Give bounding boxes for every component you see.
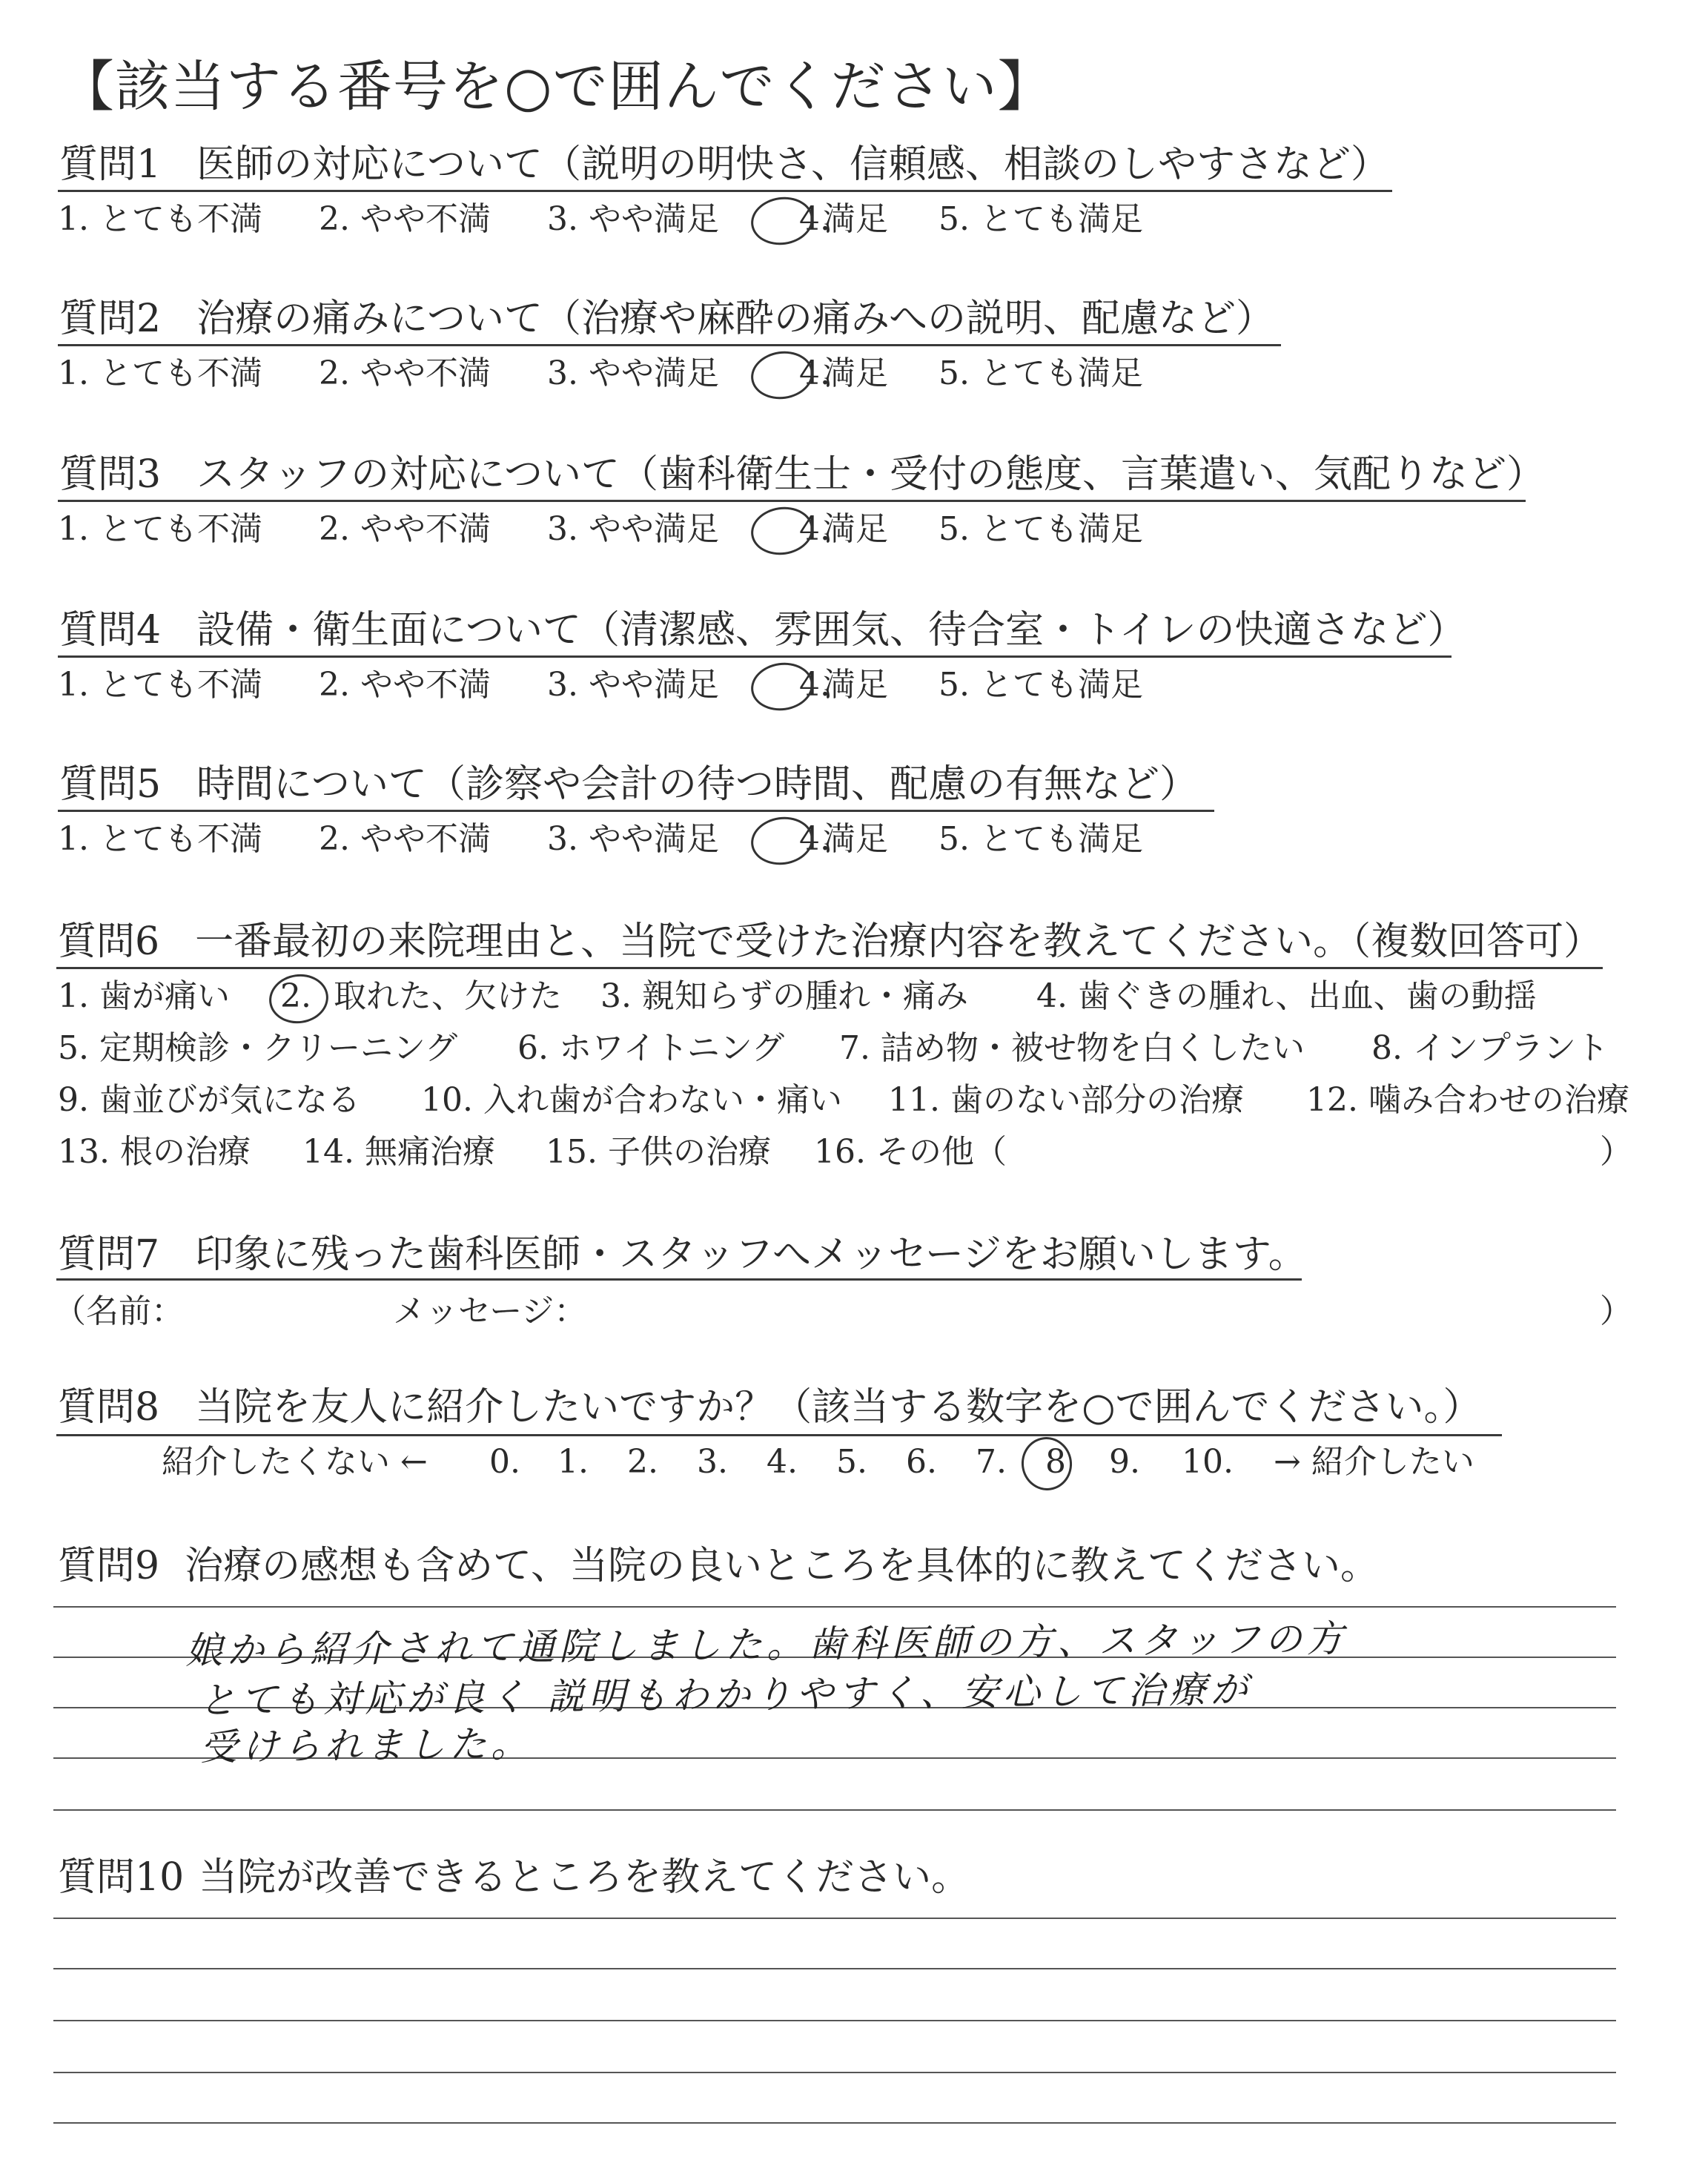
q1-opt-1[interactable]: 1. とても不満 bbox=[58, 200, 262, 238]
q8-heading bbox=[58, 1384, 1481, 1431]
page-title: 【該当する番号を○で囲んでください】 bbox=[59, 55, 1053, 119]
q2-opt-5[interactable]: 5. とても満足 bbox=[939, 354, 1143, 392]
q10-heading bbox=[58, 1854, 970, 1901]
q10-line-1 bbox=[53, 1918, 1616, 1919]
q3-opt-3[interactable]: 3. やや満足 bbox=[547, 510, 719, 548]
q7-name-label: （名前： bbox=[53, 1292, 184, 1330]
q1-text: 医師の対応について（説明の明快さ、信頼感、相談のしやすさなど） bbox=[196, 142, 1389, 187]
q1-options bbox=[58, 199, 1318, 240]
q6-option-5[interactable]: 5. 定期検診・クリーニング bbox=[58, 1029, 458, 1067]
q6-option-16[interactable]: 16. その他（ bbox=[814, 1133, 1007, 1171]
q1-opt-3[interactable]: 3. やや満足 bbox=[547, 200, 719, 238]
q9-line-5 bbox=[53, 1809, 1616, 1811]
q6-option-6[interactable]: 6. ホワイトニング bbox=[517, 1029, 785, 1067]
q4-heading bbox=[59, 607, 1466, 654]
q6-label: 質問6 bbox=[58, 919, 160, 964]
q5-options bbox=[58, 819, 1318, 860]
q2-text: 治療の痛みについて（治療や麻酔の痛みへの説明、配慮など） bbox=[196, 297, 1275, 341]
q6-option-15[interactable]: 15. 子供の治療 bbox=[546, 1133, 771, 1171]
q9-handwritten-line-1: 娘から紹介されて通院しました。歯科医師の方、スタッフの方 bbox=[185, 1616, 1348, 1673]
q3-opt-1[interactable]: 1. とても不満 bbox=[58, 510, 262, 548]
q7-text: 印象に残った歯科医師・スタッフへメッセージをお願いします。 bbox=[195, 1232, 1307, 1277]
q2-opt-2[interactable]: 2. やや不満 bbox=[319, 354, 491, 392]
q9-handwritten-line-2: とても対応が良く 説明もわかりやすく、安心して治療が bbox=[198, 1668, 1253, 1723]
q1-heading bbox=[59, 141, 1389, 188]
q2-underline bbox=[58, 344, 1281, 346]
q10-line-3 bbox=[53, 2020, 1616, 2021]
q10-line-5 bbox=[53, 2122, 1616, 2124]
q2-label: 質問2 bbox=[59, 297, 162, 341]
q4-opt-2[interactable]: 2. やや不満 bbox=[319, 666, 491, 704]
q5-opt-5[interactable]: 5. とても満足 bbox=[939, 820, 1143, 858]
q8-scale-4[interactable]: 4. bbox=[767, 1443, 798, 1481]
q8-scale-10[interactable]: 10. bbox=[1182, 1443, 1234, 1481]
q9-heading bbox=[58, 1542, 1379, 1590]
q8-underline bbox=[56, 1434, 1502, 1436]
q10-label: 質問10 bbox=[58, 1855, 185, 1900]
q6-option-14[interactable]: 14. 無痛治療 bbox=[302, 1133, 495, 1171]
q6-underline bbox=[56, 967, 1603, 969]
q8-scale-7[interactable]: 7. bbox=[976, 1443, 1007, 1481]
q6-option-1[interactable]: 1. 歯が痛い bbox=[58, 977, 230, 1015]
q6-other-close: ） bbox=[1600, 1133, 1632, 1171]
q6-option-13[interactable]: 13. 根の治療 bbox=[58, 1133, 251, 1171]
q6-option-2[interactable]: 2. bbox=[280, 977, 311, 1015]
q9-text: 治療の感想も含めて、当院の良いところを具体的に教えてください。 bbox=[185, 1544, 1380, 1588]
q1-opt-5[interactable]: 5. とても満足 bbox=[939, 200, 1143, 238]
q6-option-11[interactable]: 11. 歯のない部分の治療 bbox=[888, 1081, 1244, 1119]
q5-opt-4-num[interactable]: 4. bbox=[799, 820, 830, 858]
q9-handwritten-line-3: 受けられました。 bbox=[199, 1722, 533, 1769]
q9-label: 質問9 bbox=[58, 1544, 160, 1588]
q3-heading bbox=[59, 451, 1545, 498]
q8-scale-5[interactable]: 5. bbox=[836, 1443, 867, 1481]
q8-scale-6[interactable]: 6. bbox=[906, 1443, 937, 1481]
q5-heading bbox=[59, 761, 1198, 808]
q8-scale-9[interactable]: 9. bbox=[1109, 1443, 1140, 1481]
q7-heading bbox=[58, 1231, 1307, 1278]
q3-opt-4-num[interactable]: 4. bbox=[799, 510, 830, 548]
q2-heading bbox=[59, 295, 1274, 343]
q8-scale-0[interactable]: 0. bbox=[489, 1443, 520, 1481]
q6-option-9[interactable]: 9. 歯並びが気になる bbox=[58, 1081, 360, 1119]
q4-opt-3[interactable]: 3. やや満足 bbox=[547, 666, 719, 704]
q6-option-3[interactable]: 3. 親知らずの腫れ・痛み bbox=[600, 977, 968, 1015]
q5-opt-2[interactable]: 2. やや不満 bbox=[319, 820, 491, 858]
q5-opt-3[interactable]: 3. やや満足 bbox=[547, 820, 719, 858]
q6-selected-circle bbox=[266, 971, 331, 1027]
q2-opt-4-num[interactable]: 4. bbox=[799, 354, 830, 392]
q8-scale-2[interactable]: 2. bbox=[627, 1443, 658, 1481]
q8-selected-circle bbox=[1018, 1434, 1075, 1494]
q8-scale-1[interactable]: 1. bbox=[557, 1443, 589, 1481]
q6-option-4[interactable]: 4. 歯ぐきの腫れ、出血、歯の動揺 bbox=[1036, 977, 1537, 1015]
q8-scale-3[interactable]: 3. bbox=[697, 1443, 728, 1481]
q1-opt-4-num[interactable]: 4. bbox=[799, 200, 830, 238]
q3-options bbox=[58, 509, 1318, 550]
q3-underline bbox=[58, 500, 1526, 502]
q8-text: 当院を友人に紹介したいですか？（該当する数字を○で囲んでください。） bbox=[195, 1385, 1482, 1430]
q5-text: 時間について（診察や会計の待つ時間、配慮の有無など） bbox=[196, 762, 1199, 807]
q2-opt-4-text: 満足 bbox=[823, 354, 888, 392]
q4-options bbox=[58, 664, 1318, 706]
q4-opt-4-text: 満足 bbox=[823, 666, 888, 704]
q5-underline bbox=[58, 810, 1214, 812]
q4-label: 質問4 bbox=[59, 608, 162, 653]
q6-text: 一番最初の来院理由と、当院で受けた治療内容を教えてください。（複数回答可） bbox=[195, 919, 1603, 964]
q8-scale-8[interactable]: 8 bbox=[1045, 1443, 1066, 1481]
q2-options bbox=[58, 353, 1318, 394]
q5-opt-4-text: 満足 bbox=[823, 820, 888, 858]
q7-underline bbox=[56, 1278, 1302, 1281]
q3-opt-2[interactable]: 2. やや不満 bbox=[319, 510, 491, 548]
q2-opt-1[interactable]: 1. とても不満 bbox=[58, 354, 262, 392]
q8-right-label: → 紹介したい bbox=[1274, 1443, 1474, 1481]
q5-label: 質問5 bbox=[59, 762, 162, 807]
q6-option-7[interactable]: 7. 詰め物・被せ物を白くしたい bbox=[839, 1029, 1305, 1067]
q3-text: スタッフの対応について（歯科衛生士・受付の態度、言葉遣い、気配りなど） bbox=[196, 452, 1546, 497]
q5-opt-1[interactable]: 1. とても不満 bbox=[58, 820, 262, 858]
q3-label: 質問3 bbox=[59, 452, 162, 497]
q3-opt-5[interactable]: 5. とても満足 bbox=[939, 510, 1143, 548]
q6-heading bbox=[58, 918, 1602, 965]
q3-opt-4-text: 満足 bbox=[823, 510, 888, 548]
q10-line-2 bbox=[53, 1968, 1616, 1969]
q7-close: ） bbox=[1600, 1292, 1632, 1330]
q4-underline bbox=[58, 655, 1452, 658]
q10-line-4 bbox=[53, 2072, 1616, 2073]
q9-line-1 bbox=[53, 1606, 1616, 1608]
q4-text: 設備・衛生面について（清潔感、雰囲気、待合室・トイレの快適さなど） bbox=[196, 608, 1466, 653]
q4-opt-5[interactable]: 5. とても満足 bbox=[939, 666, 1143, 704]
q1-underline bbox=[58, 190, 1392, 192]
q6-option-10[interactable]: 10. 入れ歯が合わない・痛い bbox=[421, 1081, 842, 1119]
q4-opt-4-num[interactable]: 4. bbox=[799, 666, 830, 704]
q6-option-12[interactable]: 12. 噛み合わせの治療 bbox=[1306, 1081, 1629, 1119]
q7-label: 質問7 bbox=[58, 1232, 160, 1277]
q6-option-2-text: 取れた、欠けた bbox=[334, 977, 562, 1015]
q6-option-8[interactable]: 8. インプラント bbox=[1371, 1029, 1609, 1067]
q1-opt-2[interactable]: 2. やや不満 bbox=[319, 200, 491, 238]
q8-label: 質問8 bbox=[58, 1385, 160, 1430]
q2-opt-3[interactable]: 3. やや満足 bbox=[547, 354, 719, 392]
q8-left-label: 紹介したくない ← bbox=[162, 1443, 428, 1481]
q4-opt-1[interactable]: 1. とても不満 bbox=[58, 666, 262, 704]
q1-label: 質問1 bbox=[59, 142, 162, 187]
q1-opt-4-text: 満足 bbox=[823, 200, 888, 238]
q10-text: 当院が改善できるところを教えてください。 bbox=[199, 1855, 970, 1900]
q7-message-label: メッセージ： bbox=[393, 1292, 587, 1330]
q8-scale-row bbox=[0, 1441, 1708, 1486]
